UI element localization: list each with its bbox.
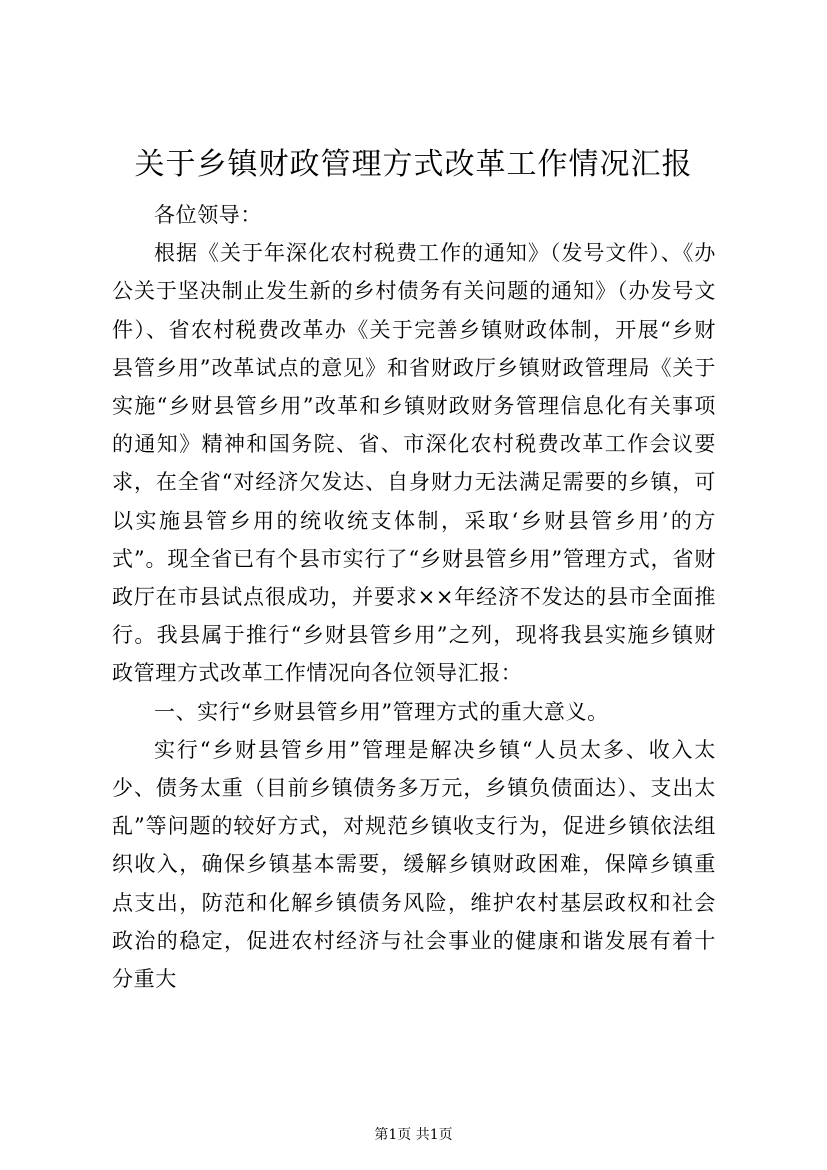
- paragraph-significance: 实行“乡财县管乡用”管理是解决乡镇“人员太多、收入太少、债务太重（目前乡镇债务多万元，乡镇负债面达）、支出太乱”等问题的较好方式，对规范乡镇收支行为，促进乡镇依法组织收入，确保乡镇基本需要，缓解乡镇财政困难，保障乡镇重点支出，防范和化解乡镇债务风险，维护农村基层政权和社会政治的稳定，促进农村经济与社会事业的健康和谐发展有着十分重大: [112, 737, 716, 992]
- salutation: 各位领导：: [154, 203, 262, 227]
- document-title: 关于乡镇财政管理方式改革工作情况汇报: [134, 147, 693, 182]
- document-body: [112, 196, 716, 998]
- paragraph-background: 根据《关于年深化农村税费工作的通知》（发号文件）、《办公关于坚决制止发生新的乡村债务有关问题的通知》（办发号文件）、省农村税费改革办《关于完善乡镇财政体制，开展“乡财县管乡用”改革试点的意见》和省财政厅乡镇财政管理局《关于实施“乡财县管乡用”改革和乡镇财政财务管理信息化有关事项的通知》精神和国务院、省、市深化农村税费改革工作会议要求，在全省“对经济欠发达、自身财力无法满足需要的乡镇，可以实施县管乡用的统收统支体制，采取‘乡财县管乡用’的方式”。现全省已有个县市实行了“乡财县管乡用”管理方式，省财政厅在市县试点很成功，并要求××年经济不发达的县市全面推行。我县属于推行“乡财县管乡用”之列，现将我县实施乡镇财政管理方式改革工作情况向各位领导汇报：: [112, 241, 716, 686]
- page-footer: 第1页 共1页: [374, 1127, 453, 1143]
- section-heading-significance: 一、实行“乡财县管乡用”管理方式的重大意义。: [154, 699, 609, 724]
